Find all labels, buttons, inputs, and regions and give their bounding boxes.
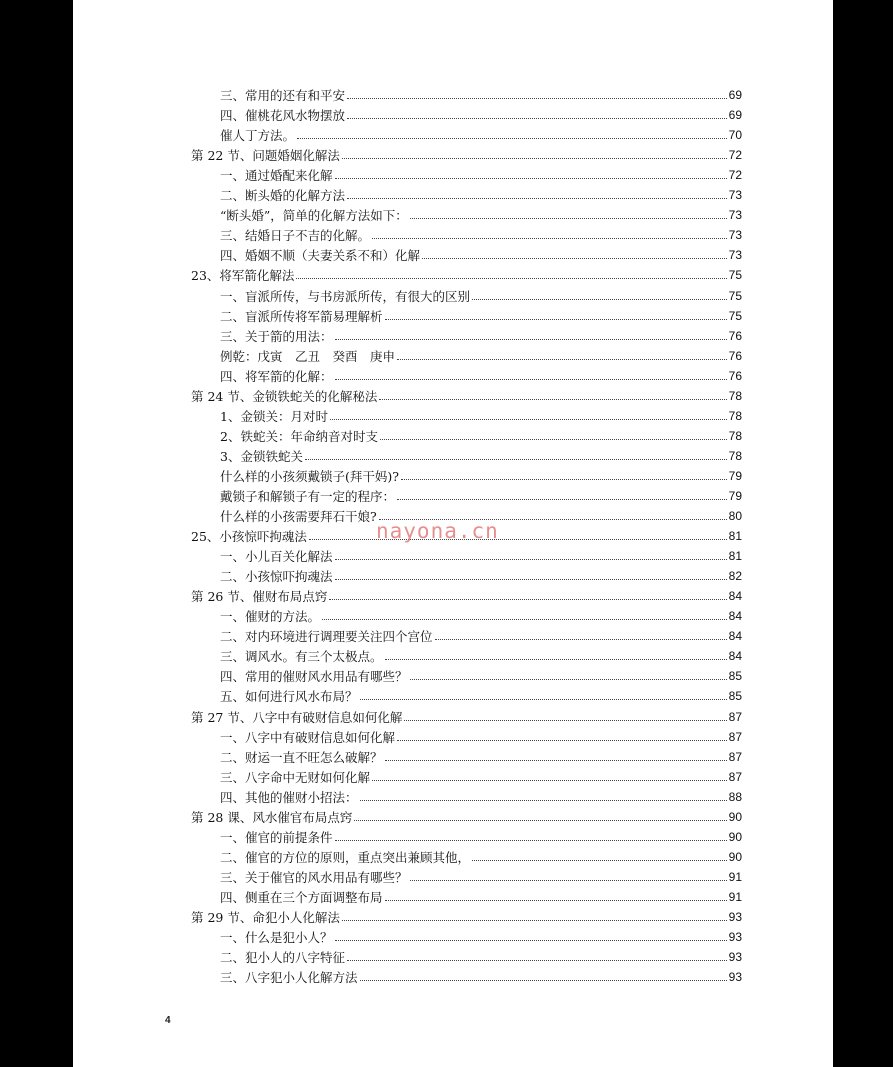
toc-dot-leader	[360, 698, 727, 700]
toc-section-entry[interactable]	[73, 624, 742, 644]
toc-dot-leader	[305, 458, 727, 460]
toc-entry-page-number: 75	[728, 268, 742, 283]
toc-dot-leader	[385, 759, 727, 761]
toc-entry-title: 四、婚姻不顺（夫妻关系不和）化解	[220, 248, 421, 264]
toc-dot-leader	[335, 338, 727, 340]
toc-section-entry[interactable]	[73, 925, 742, 945]
toc-entry-title: 1、金锁关：月对时	[220, 408, 328, 424]
toc-dot-leader	[379, 398, 727, 400]
toc-entry-title: 第 24 节、金锁铁蛇关的化解秘法	[191, 388, 378, 404]
toc-entry-page-number: 93	[728, 970, 742, 985]
toc-entry-title: 二、断头婚的化解方法	[220, 188, 346, 204]
toc-section-entry[interactable]	[73, 444, 742, 464]
toc-entry-page-number: 72	[728, 168, 742, 183]
toc-section-entry[interactable]	[73, 945, 742, 965]
toc-entry-page-number: 70	[728, 128, 742, 143]
toc-entry-title: 三、八字命中无财如何化解	[220, 769, 371, 785]
toc-entry-page-number: 73	[728, 248, 742, 263]
toc-entry-page-number: 76	[728, 348, 742, 363]
toc-dot-leader	[401, 478, 727, 480]
toc-entry-page-number: 76	[728, 328, 742, 343]
toc-entry-title: 二、对内环境进行调理要关注四个宫位	[220, 629, 433, 645]
toc-dot-leader	[397, 739, 727, 741]
toc-entry-title: 四、将军箭的化解：	[220, 368, 333, 384]
toc-dot-leader	[347, 197, 727, 199]
toc-section-entry[interactable]	[73, 825, 742, 845]
toc-section-entry[interactable]	[73, 103, 742, 123]
toc-section-entry[interactable]	[73, 785, 742, 805]
toc-dot-leader	[335, 558, 727, 560]
document-page	[73, 0, 833, 1067]
watermark: nayona.cn	[376, 519, 499, 543]
toc-dot-leader	[404, 719, 727, 721]
toc-section-entry[interactable]	[73, 404, 742, 424]
toc-dot-leader	[296, 277, 727, 279]
toc-section-entry[interactable]	[73, 965, 742, 985]
toc-section-entry[interactable]	[73, 324, 742, 344]
toc-entry-page-number: 84	[728, 609, 742, 624]
toc-chapter-entry[interactable]	[73, 384, 742, 404]
toc-entry-page-number: 72	[728, 148, 742, 163]
toc-entry-title: 什么样的小孩须戴锁子(拜干妈)?	[220, 468, 399, 484]
toc-dot-leader	[380, 438, 727, 440]
toc-section-entry[interactable]	[73, 123, 742, 143]
toc-chapter-entry[interactable]	[73, 584, 742, 604]
toc-entry-title: 三、八字犯小人化解方法	[220, 970, 358, 986]
toc-entry-page-number: 93	[728, 909, 742, 924]
toc-entry-title: 第 26 节、催财布局点窍	[191, 589, 328, 605]
toc-dot-leader	[385, 658, 727, 660]
toc-dot-leader	[335, 939, 727, 941]
toc-section-entry[interactable]	[73, 604, 742, 624]
toc-dot-leader	[472, 859, 727, 861]
toc-chapter-entry[interactable]	[73, 905, 742, 925]
toc-entry-title: 第 27 节、八字中有破财信息如何化解	[191, 709, 403, 725]
toc-section-entry[interactable]	[73, 544, 742, 564]
toc-entry-title: 一、盲派所传，与书房派所传，有很大的区别	[220, 288, 471, 304]
toc-chapter-entry[interactable]	[73, 704, 742, 724]
toc-section-entry[interactable]	[73, 765, 742, 785]
toc-dot-leader	[410, 879, 727, 881]
toc-entry-page-number: 80	[728, 509, 742, 524]
toc-entry-page-number: 90	[728, 809, 742, 824]
toc-entry-page-number: 78	[728, 448, 742, 463]
toc-dot-leader	[410, 678, 727, 680]
toc-entry-title: 三、关于箭的用法：	[220, 328, 333, 344]
toc-dot-leader	[397, 358, 727, 360]
toc-entry-page-number: 82	[728, 569, 742, 584]
toc-entry-title: 三、常用的还有和平安	[220, 88, 346, 104]
toc-entry-page-number: 76	[728, 368, 742, 383]
toc-entry-title: 二、犯小人的八字特征	[220, 950, 346, 966]
toc-entry-page-number: 87	[728, 729, 742, 744]
toc-entry-page-number: 84	[728, 649, 742, 664]
toc-entry-page-number: 73	[728, 188, 742, 203]
toc-entry-page-number: 87	[728, 749, 742, 764]
toc-entry-page-number: 78	[728, 388, 742, 403]
toc-entry-page-number: 75	[728, 288, 742, 303]
toc-entry-title: 四、催桃花风水物摆放	[220, 108, 346, 124]
toc-section-entry[interactable]	[73, 664, 742, 684]
toc-entry-title: 二、催官的方位的原则，重点突出兼顾其他，	[220, 849, 471, 865]
toc-dot-leader	[329, 598, 727, 600]
toc-section-entry[interactable]	[73, 885, 742, 905]
toc-entry-page-number: 78	[728, 428, 742, 443]
toc-dot-leader	[347, 959, 727, 961]
toc-entry-page-number: 93	[728, 930, 742, 945]
toc-section-entry[interactable]	[73, 344, 742, 364]
toc-entry-page-number: 81	[728, 529, 742, 544]
toc-section-entry[interactable]	[73, 865, 742, 885]
toc-dot-leader	[347, 117, 727, 119]
toc-entry-page-number: 87	[728, 709, 742, 724]
toc-entry-title: 一、小儿百关化解法	[220, 549, 333, 565]
toc-section-entry[interactable]	[73, 203, 742, 223]
toc-dot-leader	[385, 899, 727, 901]
toc-dot-leader	[297, 137, 727, 139]
toc-entry-page-number: 69	[728, 88, 742, 103]
toc-entry-page-number: 93	[728, 950, 742, 965]
toc-entry-title: 23、将军箭化解法	[191, 268, 295, 284]
toc-entry-title: 一、八字中有破财信息如何化解	[220, 729, 396, 745]
toc-entry-page-number: 84	[728, 629, 742, 644]
toc-entry-title: 三、关于催官的风水用品有哪些？	[220, 869, 408, 885]
toc-dot-leader	[354, 819, 727, 821]
toc-entry-page-number: 88	[728, 789, 742, 804]
toc-section-entry[interactable]	[73, 83, 742, 103]
toc-dot-leader	[472, 298, 727, 300]
toc-entry-title: 一、什么是犯小人？	[220, 930, 333, 946]
toc-entry-page-number: 91	[728, 869, 742, 884]
toc-entry-title: 四、侧重在三个方面调整布局	[220, 889, 383, 905]
toc-entry-page-number: 79	[728, 488, 742, 503]
toc-section-entry[interactable]	[73, 304, 742, 324]
toc-entry-title: 第 22 节、问题婚姻化解法	[191, 148, 340, 164]
toc-entry-page-number: 91	[728, 889, 742, 904]
toc-dot-leader	[347, 97, 727, 99]
toc-entry-page-number: 78	[728, 408, 742, 423]
toc-dot-leader	[322, 618, 727, 620]
toc-section-entry[interactable]	[73, 424, 742, 444]
toc-dot-leader	[422, 257, 727, 259]
toc-section-entry[interactable]	[73, 223, 742, 243]
toc-dot-leader	[435, 638, 727, 640]
toc-entry-page-number: 87	[728, 769, 742, 784]
toc-dot-leader	[360, 799, 727, 801]
toc-entry-title: 25、小孩惊吓拘魂法	[191, 529, 307, 545]
toc-dot-leader	[335, 839, 727, 841]
toc-entry-page-number: 85	[728, 669, 742, 684]
toc-entry-page-number: 73	[728, 228, 742, 243]
toc-entry-title: 例乾：戊寅 乙丑 癸酉 庚申	[220, 348, 396, 364]
toc-dot-leader	[397, 498, 727, 500]
toc-entry-title: 2、铁蛇关：年命纳音对时支	[220, 428, 378, 444]
toc-entry-page-number: 90	[728, 829, 742, 844]
toc-section-entry[interactable]	[73, 564, 742, 584]
toc-entry-title: 四、常用的催财风水用品有哪些？	[220, 669, 408, 685]
toc-entry-title: 一、催官的前提条件	[220, 829, 333, 845]
toc-section-entry[interactable]	[73, 464, 742, 484]
toc-section-entry[interactable]	[73, 283, 742, 303]
toc-entry-title: 三、调风水。有三个太极点。	[220, 649, 383, 665]
toc-dot-leader	[342, 157, 727, 159]
toc-dot-leader	[385, 318, 727, 320]
toc-entry-title: 三、结婚日子不吉的化解。	[220, 228, 371, 244]
toc-entry-page-number: 73	[728, 208, 742, 223]
toc-section-entry[interactable]	[73, 845, 742, 865]
toc-entry-title: 一、催财的方法。	[220, 609, 321, 625]
toc-dot-leader	[342, 919, 727, 921]
toc-dot-leader	[360, 979, 727, 981]
toc-section-entry[interactable]	[73, 484, 742, 504]
toc-section-entry[interactable]	[73, 725, 742, 745]
toc-dot-leader	[309, 538, 727, 540]
toc-chapter-entry[interactable]	[73, 805, 742, 825]
toc-entry-page-number: 75	[728, 308, 742, 323]
toc-entry-title: 什么样的小孩需要拜石干娘?	[220, 509, 377, 525]
toc-entry-title: 二、盲派所传将军箭易理解析	[220, 308, 383, 324]
toc-entry-page-number: 85	[728, 689, 742, 704]
toc-entry-title: 二、财运一直不旺怎么破解？	[220, 749, 383, 765]
toc-dot-leader	[410, 217, 727, 219]
toc-entry-title: 二、小孩惊吓拘魂法	[220, 569, 333, 585]
toc-section-entry[interactable]	[73, 364, 742, 384]
toc-section-entry[interactable]	[73, 243, 742, 263]
toc-entry-title: 一、通过婚配来化解	[220, 168, 333, 184]
toc-dot-leader	[372, 237, 727, 239]
toc-entry-title: 五、如何进行风水布局？	[220, 689, 358, 705]
toc-section-entry[interactable]	[73, 183, 742, 203]
toc-section-entry[interactable]	[73, 163, 742, 183]
toc-section-entry[interactable]	[73, 684, 742, 704]
toc-entry-title: 3、金锁铁蛇关	[220, 448, 303, 464]
toc-entry-title: 四、其他的催财小招法：	[220, 789, 358, 805]
toc-entry-title: 戴锁子和解锁子有一定的程序：	[220, 488, 396, 504]
toc-entry-page-number: 81	[728, 549, 742, 564]
toc-chapter-entry[interactable]	[73, 143, 742, 163]
toc-entry-page-number: 69	[728, 108, 742, 123]
toc-chapter-entry[interactable]	[73, 263, 742, 283]
toc-entry-title: 第 28 课、风水催官布局点窍	[191, 809, 353, 825]
toc-entry-title: 催人丁方法。	[220, 128, 296, 144]
toc-entry-page-number: 84	[728, 589, 742, 604]
toc-section-entry[interactable]	[73, 745, 742, 765]
page-number: 4	[165, 1015, 171, 1026]
toc-dot-leader	[330, 418, 727, 420]
toc-dot-leader	[372, 779, 727, 781]
toc-entry-title: “断头婚”，简单的化解方法如下：	[220, 208, 408, 224]
toc-section-entry[interactable]	[73, 644, 742, 664]
toc-entry-page-number: 90	[728, 849, 742, 864]
toc-entry-page-number: 79	[728, 468, 742, 483]
toc-dot-leader	[335, 177, 727, 179]
toc-dot-leader	[335, 578, 727, 580]
toc-dot-leader	[335, 378, 727, 380]
toc-entry-title: 第 29 节、命犯小人化解法	[191, 909, 340, 925]
